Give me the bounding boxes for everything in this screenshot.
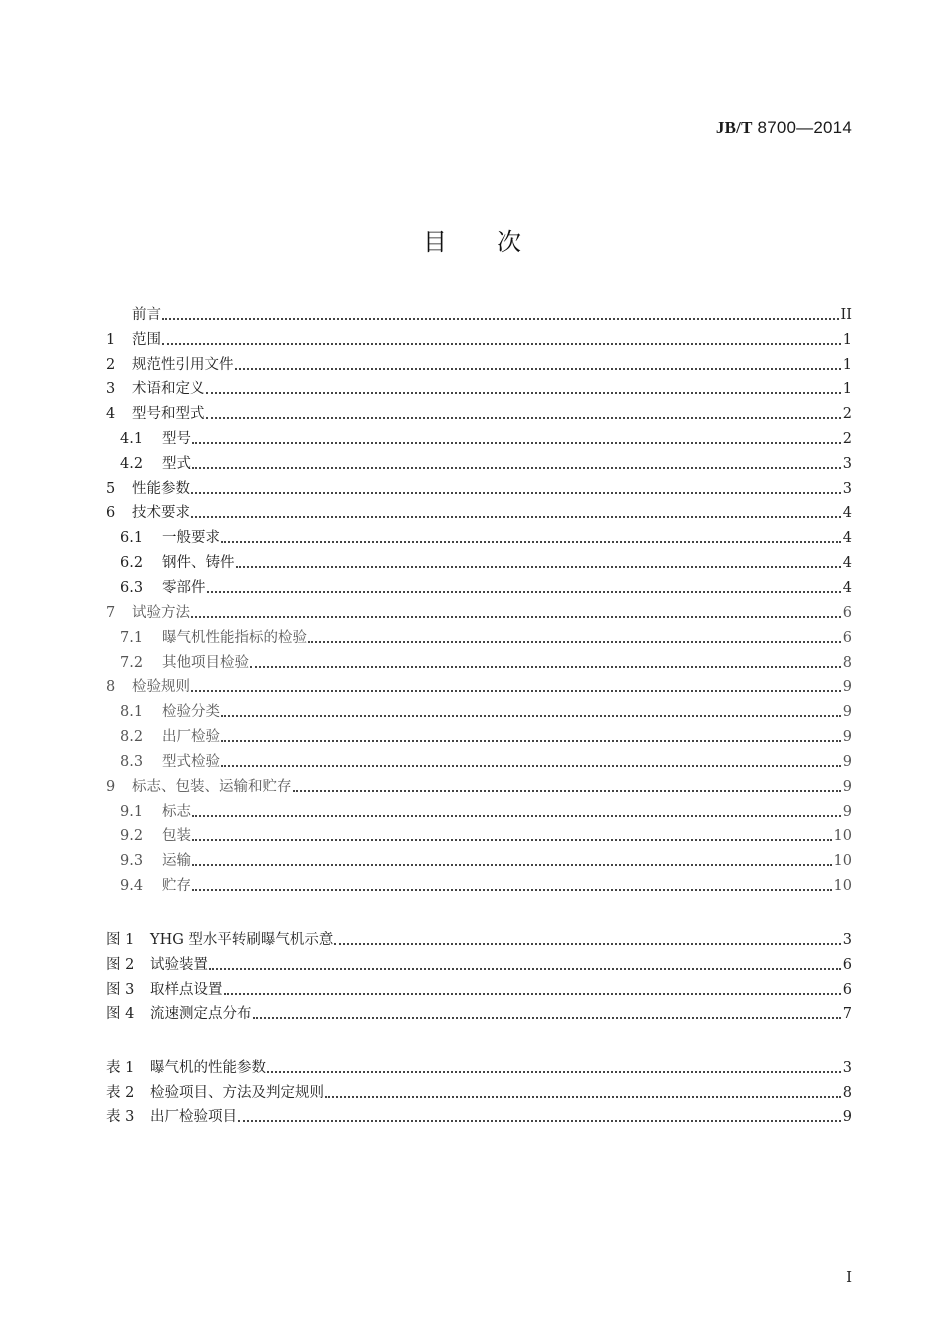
toc-number: 8.1 (120, 704, 144, 720)
figure-number: 图 4 (106, 1006, 135, 1022)
dot-leader (334, 943, 840, 945)
toc-number: 6 (106, 505, 116, 521)
dot-leader (236, 566, 841, 568)
toc-page: 10 (833, 828, 852, 844)
toc-page: 9 (842, 679, 852, 695)
table-page: 3 (842, 1060, 852, 1076)
toc-number: 8.3 (120, 754, 144, 770)
toc-entry[interactable] (120, 424, 852, 448)
toc-number: 9.1 (120, 804, 144, 820)
figure-number: 图 2 (106, 957, 135, 973)
toc-label: 标志、包装、运输和贮存 (132, 779, 292, 795)
figure-number: 图 3 (106, 982, 135, 998)
toc-entry[interactable] (106, 325, 852, 349)
toc-label: 型号 (162, 431, 191, 447)
toc-number: 6.3 (120, 580, 144, 596)
toc-number: 6.1 (120, 530, 144, 546)
figure-entry[interactable] (106, 950, 852, 974)
dot-leader (308, 641, 841, 643)
standard-code: 8700—2014 (752, 118, 852, 137)
toc-label: 一般要求 (162, 530, 220, 546)
toc-entry[interactable] (106, 474, 852, 498)
figure-page: 6 (842, 957, 852, 973)
toc-page: 9 (842, 804, 852, 820)
dot-leader (224, 993, 841, 995)
dot-leader (192, 467, 841, 469)
figure-label: YHG 型水平转刷曝气机示意 (150, 932, 334, 948)
figure-label: 取样点设置 (150, 982, 223, 998)
toc-number: 9.3 (120, 853, 144, 869)
table-label: 出厂检验项目 (150, 1109, 237, 1125)
toc-entry[interactable] (120, 846, 852, 870)
dot-leader (238, 1120, 841, 1122)
figure-entry[interactable] (106, 975, 852, 999)
toc-entry[interactable] (106, 300, 852, 324)
dot-leader (192, 815, 841, 817)
toc-entry[interactable] (120, 573, 852, 597)
toc-label: 贮存 (162, 878, 191, 894)
dot-leader (192, 889, 832, 891)
toc-label: 性能参数 (132, 481, 190, 497)
dot-leader (293, 790, 841, 792)
toc-page: 9 (842, 754, 852, 770)
toc-label: 钢件、铸件 (162, 555, 235, 571)
dot-leader (191, 616, 841, 618)
dot-leader (253, 1017, 841, 1019)
toc-label: 范围 (132, 332, 161, 348)
table-entry[interactable] (106, 1078, 852, 1102)
toc-page: 4 (842, 580, 852, 596)
toc-page: 2 (842, 406, 852, 422)
toc-page: 3 (842, 456, 852, 472)
toc-page: II (840, 307, 852, 323)
dot-leader (221, 715, 841, 717)
toc-number: 2 (106, 357, 116, 373)
dot-leader (209, 968, 841, 970)
dot-leader (162, 318, 839, 320)
table-label: 曝气机的性能参数 (150, 1060, 266, 1076)
toc-number: 7.2 (120, 655, 144, 671)
toc-entry[interactable] (120, 523, 852, 547)
dot-leader (207, 591, 841, 593)
toc-page: 6 (842, 605, 852, 621)
toc-entry[interactable] (106, 598, 852, 622)
toc-entry[interactable] (120, 449, 852, 473)
toc-page: 1 (842, 332, 852, 348)
toc-page: 8 (842, 655, 852, 671)
figure-label: 流速测定点分布 (150, 1006, 252, 1022)
dot-leader (191, 690, 841, 692)
dot-leader (191, 516, 841, 518)
toc-number: 8.2 (120, 729, 144, 745)
toc-entry[interactable] (120, 722, 852, 746)
toc-number: 6.2 (120, 555, 144, 571)
toc-page: 9 (842, 704, 852, 720)
toc-label: 试验方法 (132, 605, 190, 621)
toc-page: 4 (842, 555, 852, 571)
toc-label: 型号和型式 (132, 406, 205, 422)
toc-page: 1 (842, 357, 852, 373)
standard-number (716, 118, 852, 138)
toc-entry[interactable] (120, 871, 852, 895)
figure-entry[interactable] (106, 999, 852, 1023)
toc-page: 1 (842, 381, 852, 397)
dot-leader (192, 864, 832, 866)
toc-entry[interactable] (120, 747, 852, 771)
dot-leader (206, 417, 841, 419)
toc-number: 5 (106, 481, 116, 497)
toc-number: 4.2 (120, 456, 144, 472)
table-number: 表 1 (106, 1060, 135, 1076)
dot-leader (221, 541, 841, 543)
toc-label: 零部件 (162, 580, 206, 596)
table-label: 检验项目、方法及判定规则 (150, 1085, 324, 1101)
toc-page: 10 (833, 853, 852, 869)
toc-number: 7 (106, 605, 116, 621)
toc-number: 9 (106, 779, 116, 795)
toc-number: 3 (106, 381, 116, 397)
toc-page: 10 (833, 878, 852, 894)
toc-entry[interactable] (106, 672, 852, 696)
figure-page: 6 (842, 982, 852, 998)
toc-number: 4.1 (120, 431, 144, 447)
toc-entry[interactable] (106, 772, 852, 796)
toc-entry[interactable] (120, 623, 852, 647)
dot-leader (192, 442, 841, 444)
page-folio: I (846, 1268, 852, 1286)
toc-number: 9.4 (120, 878, 144, 894)
dot-leader (325, 1096, 841, 1098)
toc-page: 2 (842, 431, 852, 447)
toc-label: 型式 (162, 456, 191, 472)
toc-number: 9.2 (120, 828, 144, 844)
toc-number: 7.1 (120, 630, 144, 646)
toc-entry[interactable] (120, 548, 852, 572)
toc-entry[interactable] (106, 498, 852, 522)
dot-leader (221, 765, 841, 767)
toc-number: 8 (106, 679, 116, 695)
toc-number: 1 (106, 332, 116, 348)
toc-entry[interactable] (120, 697, 852, 721)
figure-page: 7 (842, 1006, 852, 1022)
toc-label: 术语和定义 (132, 381, 205, 397)
table-entry[interactable] (106, 1102, 852, 1126)
dot-leader (221, 740, 841, 742)
toc-label: 包装 (162, 828, 191, 844)
table-number: 表 3 (106, 1109, 135, 1125)
toc-label: 检验分类 (162, 704, 220, 720)
dot-leader (267, 1071, 841, 1073)
toc-entry[interactable] (106, 399, 852, 423)
toc-page: 9 (842, 729, 852, 745)
toc-entry[interactable] (120, 797, 852, 821)
standard-prefix: JB/T (715, 118, 753, 137)
toc-label: 检验规则 (132, 679, 190, 695)
toc-number: 4 (106, 406, 116, 422)
table-page: 8 (842, 1085, 852, 1101)
table-page: 9 (842, 1109, 852, 1125)
dot-leader (192, 839, 832, 841)
toc-label: 其他项目检验 (162, 655, 249, 671)
figure-number: 图 1 (106, 932, 135, 948)
toc-page: 3 (842, 481, 852, 497)
toc-label: 标志 (162, 804, 191, 820)
toc-label: 运输 (162, 853, 191, 869)
dot-leader (162, 343, 841, 345)
toc-page: 9 (842, 779, 852, 795)
dot-leader (206, 392, 841, 394)
toc-page: 4 (842, 505, 852, 521)
toc-entry[interactable] (106, 374, 852, 398)
toc-page: 4 (842, 530, 852, 546)
toc-label: 出厂检验 (162, 729, 220, 745)
toc-entry[interactable] (106, 350, 852, 374)
dot-leader (250, 666, 841, 668)
table-number: 表 2 (106, 1085, 135, 1101)
toc-entry[interactable] (120, 648, 852, 672)
dot-leader (191, 492, 841, 494)
figure-page: 3 (842, 932, 852, 948)
toc-label: 型式检验 (162, 754, 220, 770)
figure-label: 试验装置 (150, 957, 208, 973)
page-title: 目次 (423, 228, 571, 256)
toc-label: 曝气机性能指标的检验 (162, 630, 307, 646)
toc-entry[interactable] (120, 821, 852, 845)
toc-label: 前言 (132, 307, 161, 323)
toc-page: 6 (842, 630, 852, 646)
table-entry[interactable] (106, 1053, 852, 1077)
toc-label: 技术要求 (132, 505, 190, 521)
dot-leader (235, 368, 841, 370)
toc-label: 规范性引用文件 (132, 357, 234, 373)
figure-entry[interactable] (106, 925, 852, 949)
